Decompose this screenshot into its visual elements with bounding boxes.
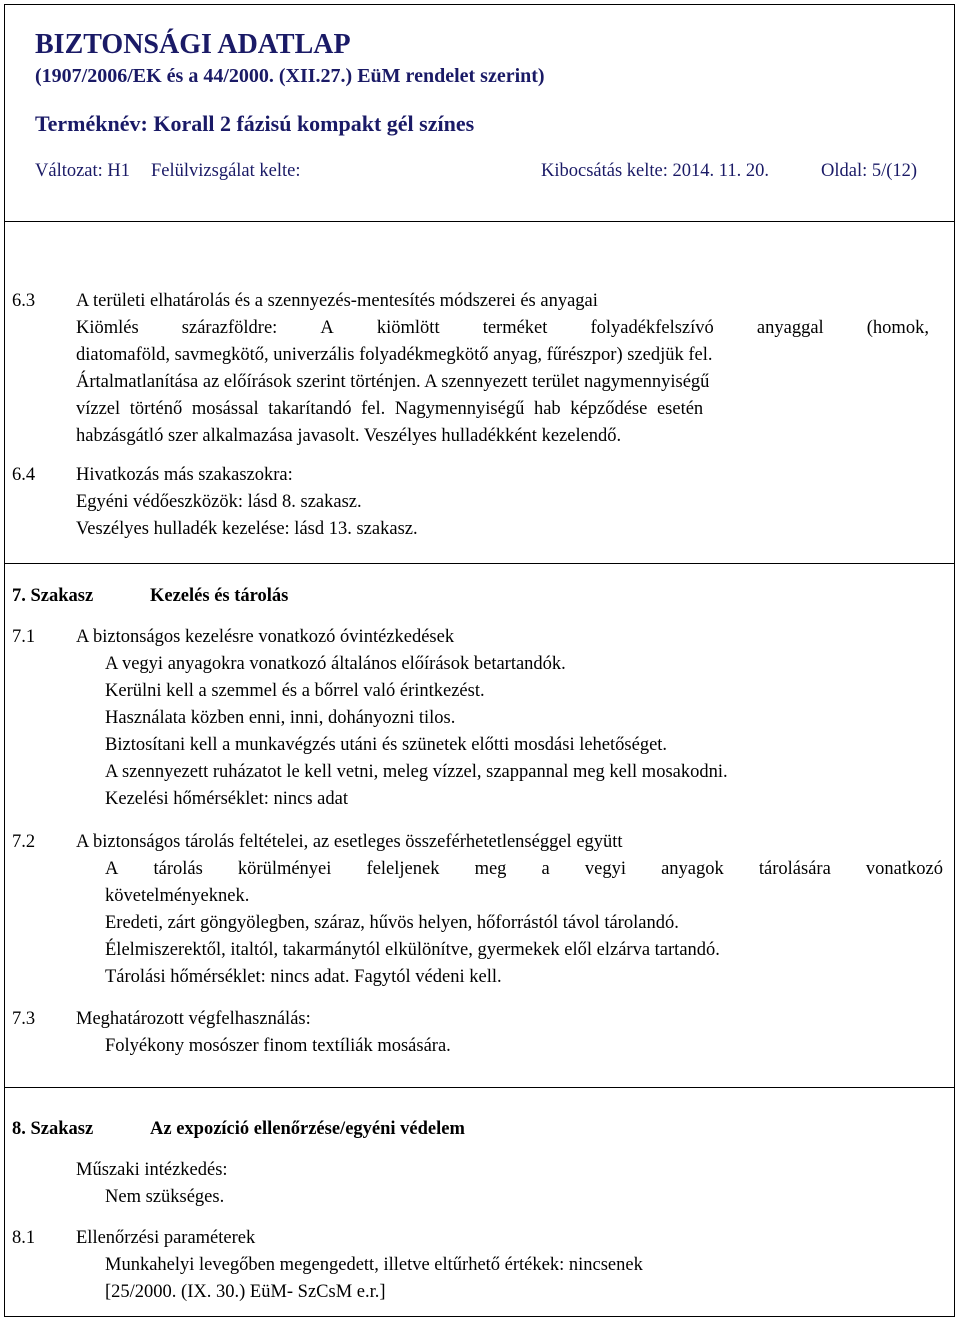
measures-value: Nem szükséges. — [105, 1187, 225, 1207]
paragraph-line: Egyéni védőeszközök: lásd 8. szakasz. — [76, 492, 362, 512]
paragraph-line: diatomaföld, savmegkötő, univerzális folyadékmegkötő anyag, fűrészpor) szedjük fel. — [76, 345, 713, 365]
word: anyaggal — [756, 318, 824, 338]
paragraph-line: Tárolási hőmérséklet: nincs adat. Fagytól védeni kell. — [105, 967, 502, 987]
document-title: BIZTONSÁGI ADATLAP — [35, 29, 351, 60]
word: vegyi — [584, 859, 626, 879]
subsection-title: A biztonságos kezelésre vonatkozó óvintézkedések — [76, 627, 455, 647]
section-label: 7. Szakasz — [12, 586, 94, 606]
word: kiömlött — [376, 318, 440, 338]
subsection-number: 7.3 — [12, 1009, 36, 1029]
section-7 — [4, 563, 955, 1088]
subsection-title: A biztonságos tárolás feltételei, az esetleges összeférhetetlenséggel együtt — [76, 832, 623, 852]
subsection-title: Hivatkozás más szakaszokra: — [76, 465, 293, 485]
section-title: Az expozíció ellenőrzése/egyéni védelem — [150, 1119, 465, 1139]
word: (homok, — [866, 318, 929, 338]
paragraph-line — [105, 858, 943, 880]
section-title: Kezelés és tárolás — [150, 586, 289, 606]
product-name: Terméknév: Korall 2 fázisú kompakt gél színes — [35, 111, 475, 136]
subsection-number: 6.4 — [12, 465, 36, 485]
section-8 — [4, 1087, 955, 1317]
paragraph-line: A vegyi anyagokra vonatkozó általános előírások betartandók. — [105, 654, 566, 674]
issue-date: Kibocsátás kelte: 2014. 11. 20. — [541, 161, 769, 181]
paragraph-line: Biztosítani kell a munkavégzés utáni és szünetek előtti mosdási lehetőséget. — [105, 735, 668, 755]
paragraph-line: habzásgátló szer alkalmazása javasolt. Veszélyes hulladékként kezelendő. — [76, 426, 622, 446]
paragraph-line — [76, 317, 929, 339]
word: a — [541, 859, 550, 879]
subsection-number: 8.1 — [12, 1228, 36, 1248]
paragraph-line: [25/2000. (IX. 30.) EüM- SzCsM e.r.] — [105, 1282, 386, 1302]
paragraph-line: A szennyezett ruházatot le kell vetni, meleg vízzel, szappannal meg kell mosakodni. — [105, 762, 728, 782]
word: tárolás — [153, 859, 203, 879]
word: A — [320, 318, 334, 338]
page-number: Oldal: 5/(12) — [821, 161, 918, 181]
word: terméket — [482, 318, 548, 338]
paragraph-line: Élelmiszerektől, italtól, takarmánytól elkülönítve, gyermekek elől elzárva tartandó. — [105, 940, 720, 960]
word: körülményei — [237, 859, 332, 879]
section-label: 8. Szakasz — [12, 1119, 94, 1139]
safety-data-sheet-page — [4, 4, 955, 1317]
word: folyadékfelszívó — [590, 318, 714, 338]
document-header — [4, 4, 955, 222]
subsection-title: Meghatározott végfelhasználás: — [76, 1009, 311, 1029]
word: szárazföldre: — [181, 318, 278, 338]
paragraph-line: Veszélyes hulladék kezelése: lásd 13. szakasz. — [76, 519, 418, 539]
paragraph-line: Kerülni kell a szemmel és a bőrrel való érintkezést. — [105, 681, 485, 701]
subsection-number: 7.1 — [12, 627, 36, 647]
word: tárolására — [758, 859, 831, 879]
paragraph-line: követelményeknek. — [105, 886, 250, 906]
subsection-title: Ellenőrzési paraméterek — [76, 1228, 256, 1248]
paragraph-line: Kezelési hőmérséklet: nincs adat — [105, 789, 348, 809]
word: anyagok — [661, 859, 724, 879]
section-6-continuation — [4, 220, 955, 564]
paragraph-line: Munkahelyi levegőben megengedett, illetve eltűrhető értékek: nincsenek — [105, 1255, 643, 1275]
paragraph-line: Ártalmatlanítása az előírások szerint történjen. A szennyezett terület nagymennyiségű — [76, 372, 710, 392]
word: feleljenek — [366, 859, 440, 879]
word: A — [105, 859, 119, 879]
paragraph-line: Eredeti, zárt göngyölegben, száraz, hűvös helyen, hőforrástól távol tárolandó. — [105, 913, 679, 933]
paragraph-line: Használata közben enni, inni, dohányozni tilos. — [105, 708, 456, 728]
version-label: Változat: H1 — [35, 161, 131, 181]
word: vonatkozó — [865, 859, 943, 879]
subsection-title: A területi elhatárolás és a szennyezés-mentesítés módszerei és anyagai — [76, 291, 598, 311]
regulation-reference: (1907/2006/EK és a 44/2000. (XII.27.) EüM rendelet szerint) — [35, 65, 545, 87]
paragraph-line: vízzel történő mosással takarítandó fel. Nagymennyiségű hab képződése esetén — [76, 399, 704, 419]
subsection-number: 6.3 — [12, 291, 36, 311]
subsection-number: 7.2 — [12, 832, 36, 852]
measures-title: Műszaki intézkedés: — [76, 1160, 228, 1180]
word: Kiömlés — [76, 318, 139, 338]
review-date-label: Felülvizsgálat kelte: — [151, 161, 301, 181]
paragraph-line: Folyékony mosószer finom textíliák mosására. — [105, 1036, 451, 1056]
word: meg — [474, 859, 507, 879]
